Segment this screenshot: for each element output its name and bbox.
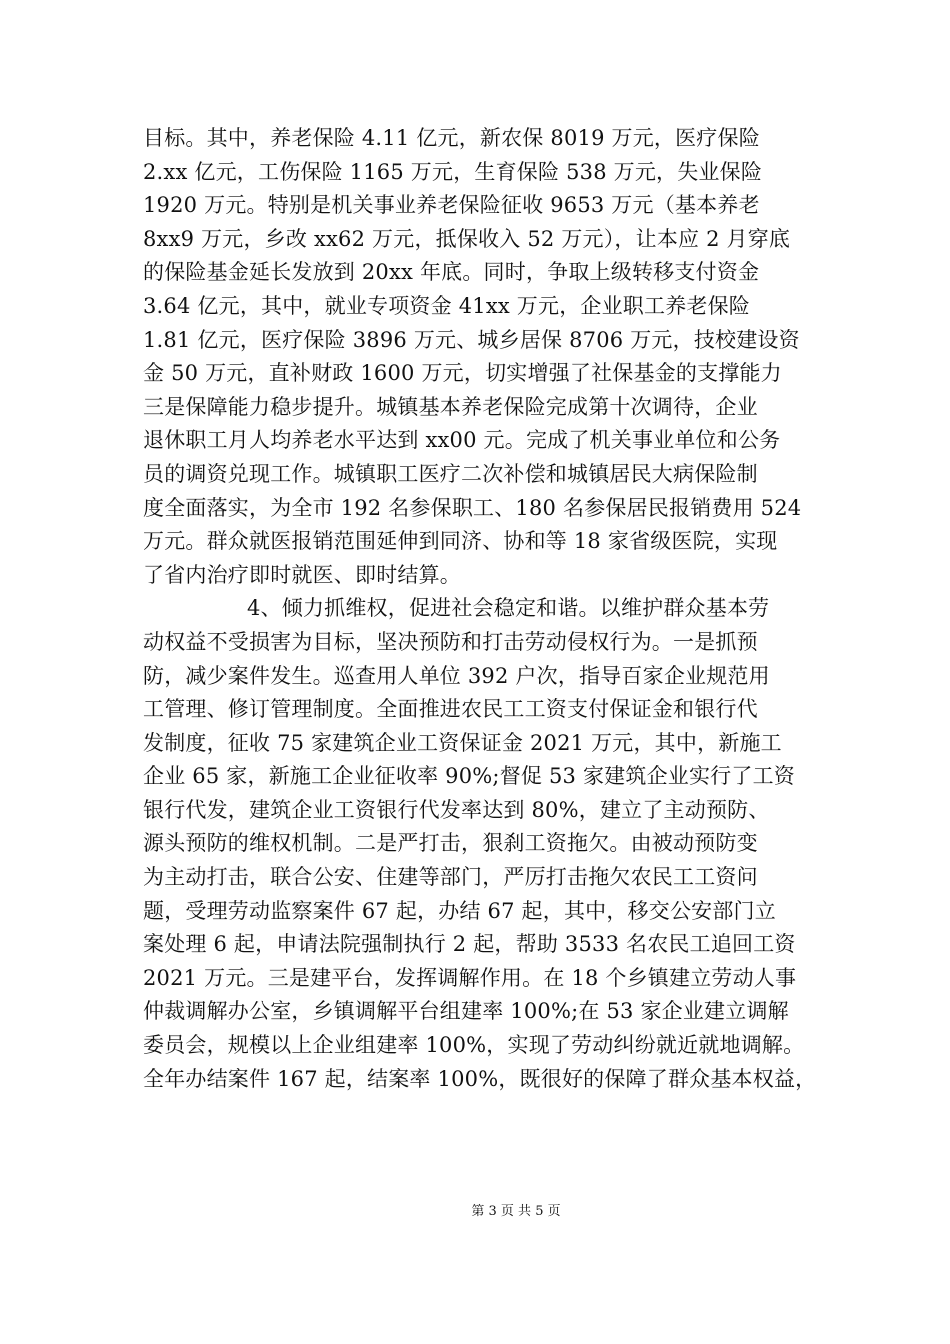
text-line: 全年办结案件 167 起，结案率 100%，既很好的保障了群众基本权益，	[143, 1066, 817, 1091]
text-line: 案处理 6 起，申请法院强制执行 2 起，帮助 3533 名农民工追回工资	[143, 932, 796, 957]
text-line: 动权益不受损害为目标，坚决预防和打击劳动侵权行为。一是抓预	[143, 629, 758, 654]
text-line: 防，减少案件发生。巡查用人单位 392 户次，指导百家企业规范用	[143, 663, 770, 688]
text-line: 仲裁调解办公室，乡镇调解平台组建率 100%;在 53 家企业建立调解	[143, 999, 789, 1024]
text-line: 退休职工月人均养老水平达到 xx00 元。完成了机关事业单位和公务	[143, 428, 781, 453]
text-line: 三是保障能力稳步提升。城镇基本养老保险完成第十次调待，企业	[143, 394, 758, 419]
text-line: 的保险基金延长发放到 20xx 年底。同时，争取上级转移支付资金	[143, 260, 760, 285]
text-line: 金 50 万元，直补财政 1600 万元，切实增强了社保基金的支撑能力	[143, 361, 782, 386]
text-line: 题，受理劳动监察案件 67 起，办结 67 起，其中，移交公安部门立	[143, 898, 776, 923]
text-line: 8xx9 万元，乡改 xx62 万元，抵保收入 52 万元），让本应 2 月穿底	[143, 226, 791, 251]
text-line: 工管理、修订管理制度。全面推进农民工工资支付保证金和银行代	[143, 697, 758, 722]
text-line: 委员会，规模以上企业组建率 100%，实现了劳动纠纷就近就地调解。	[143, 1033, 805, 1058]
text-line: 企业 65 家，新施工企业征收率 90%;督促 53 家建筑企业实行了工资	[143, 764, 795, 789]
text-line: 2021 万元。三是建平台，发挥调解作用。在 18 个乡镇建立劳动人事	[143, 965, 797, 990]
text-line: 2.xx 亿元，工伤保险 1165 万元，生育保险 538 万元，失业保险	[143, 159, 763, 184]
text-line: 3.64 亿元，其中，就业专项资金 41xx 万元，企业职工养老保险	[143, 293, 750, 318]
text-line: 银行代发，建筑企业工资银行代发率达到 80%，建立了主动预防、	[143, 797, 770, 822]
text-line: 为主动打击，联合公安、住建等部门，严厉打击拖欠农民工工资问	[143, 865, 758, 890]
text-line: 了省内治疗即时就医、即时结算。	[143, 562, 461, 587]
text-line: 目标。其中，养老保险 4.11 亿元，新农保 8019 万元，医疗保险	[143, 126, 760, 150]
page-number-footer: 第 3 页 共 5 页	[471, 1204, 561, 1219]
text-line: 员的调资兑现工作。城镇职工医疗二次补偿和城镇居民大病保险制	[143, 461, 758, 486]
section-heading-line: 4、倾力抓维权，促进社会稳定和谐。以维护群众基本劳	[247, 596, 770, 621]
text-line: 发制度，征收 75 家建筑企业工资保证金 2021 万元，其中，新施工	[143, 730, 782, 755]
text-line: 源头预防的维权机制。二是严打击，狠刹工资拖欠。由被动预防变	[143, 831, 758, 856]
text-line: 度全面落实，为全市 192 名参保职工、180 名参保居民报销费用 524	[143, 495, 802, 520]
text-line: 万元。群众就医报销范围延伸到同济、协和等 18 家省级医院，实现	[143, 529, 778, 554]
text-line: 1.81 亿元，医疗保险 3896 万元、城乡居保 8706 万元，技校建设资	[143, 327, 800, 352]
text-line: 1920 万元。特别是机关事业养老保险征收 9653 万元（基本养老	[143, 193, 760, 218]
body-text	[143, 122, 823, 1096]
